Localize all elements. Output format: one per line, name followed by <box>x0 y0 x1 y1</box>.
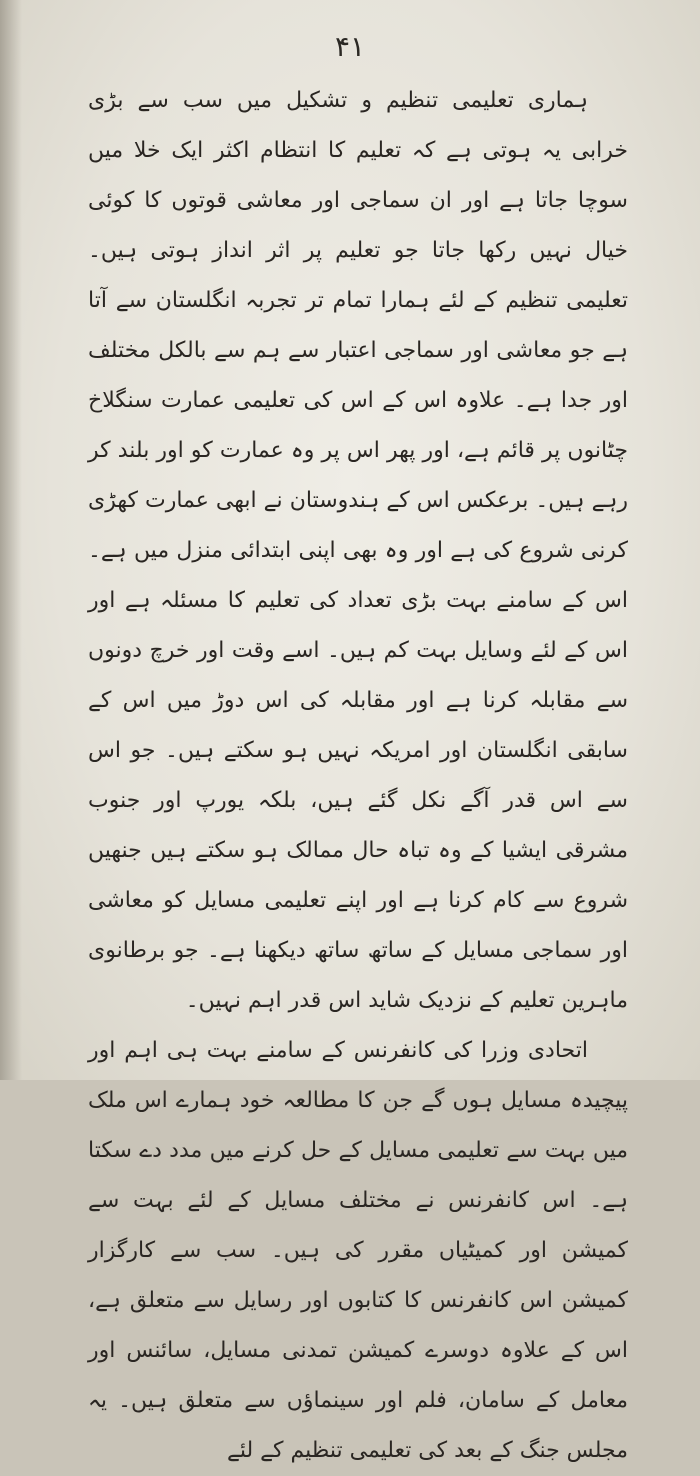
paragraph: ہماری تعلیمی تنظیم و تشکیل میں سب سے بڑی خرابی یہ ہوتی ہے کہ تعلیم کا انتظام اکثر ایک خلا میں سوچا جاتا ہے اور ان سماجی اور معاشی قوتوں کا کوئی خیال نہیں رکھا جاتا جو تعلیم پر اثر انداز ہوتی ہیں۔ تعلیمی تنظیم کے لئے ہمارا تمام تر تجربہ انگلستان سے آتا ہے جو معاشی اور سماجی اعتبار سے ہم سے بالکل مختلف اور جدا ہے۔ علاوہ اس کے اس کی تعلیمی عمارت سنگلاخ چٹانوں پر قائم ہے، اور پھر اس پر وہ عمارت کو اور بلند کر رہے ہیں۔ برعکس اس کے ہندوستان نے ابھی عمارت کھڑی کرنی شروع کی ہے اور وہ بھی اپنی ابتدائی منزل میں ہے۔ اس کے سامنے بہت بڑی تعداد کی تعلیم کا مسئلہ ہے اور اس کے لئے وسایل بہت کم ہیں۔ اسے وقت اور خرچ دونوں سے مقابلہ کرنا ہے اور مقابلہ کی اس دوڑ میں اس کے سابقی انگلستان اور امریکہ نہیں ہو سکتے ہیں۔ جو اس سے اس قدر آگے نکل گئے ہیں، بلکہ یورپ اور جنوب مشرقی ایشیا کے وہ تباہ حال ممالک ہو سکتے ہیں جنھیں شروع سے کام کرنا ہے اور اپنے تعلیمی مسایل کو معاشی اور سماجی مسایل کے ساتھ ساتھ دیکھنا ہے۔ جو برطانوی ماہرین تعلیم کے نزدیک شاید اس قدر اہم نہیں۔ <box>88 88 628 1013</box>
page-number: ۴۱ <box>334 30 366 63</box>
body-text <box>88 76 628 1476</box>
paragraph: اتحادی وزرا کی کانفرنس کے سامنے بہت ہی اہم اور پیچیدہ مسایل ہوں گے جن کا مطالعہ خود ہمارے اس ملک میں بہت سے تعلیمی مسایل کے حل کرنے میں مدد دے سکتا ہے۔ اس کانفرنس نے مختلف مسایل کے لئے بہت سے کمیشن اور کمیٹیاں مقرر کی ہیں۔ سب سے کارگزار کمیشن اس کانفرنس کا کتابوں اور رسایل سے متعلق ہے، اس کے علاوہ دوسرے کمیشن تمدنی مسایل، سائنس اور معامل کے سامان، فلم اور سینماؤں سے متعلق ہیں۔ یہ مجلس جنگ کے بعد کی تعلیمی تنظیم کے لئے <box>88 1038 628 1463</box>
page-edge-shadow <box>0 0 22 1080</box>
